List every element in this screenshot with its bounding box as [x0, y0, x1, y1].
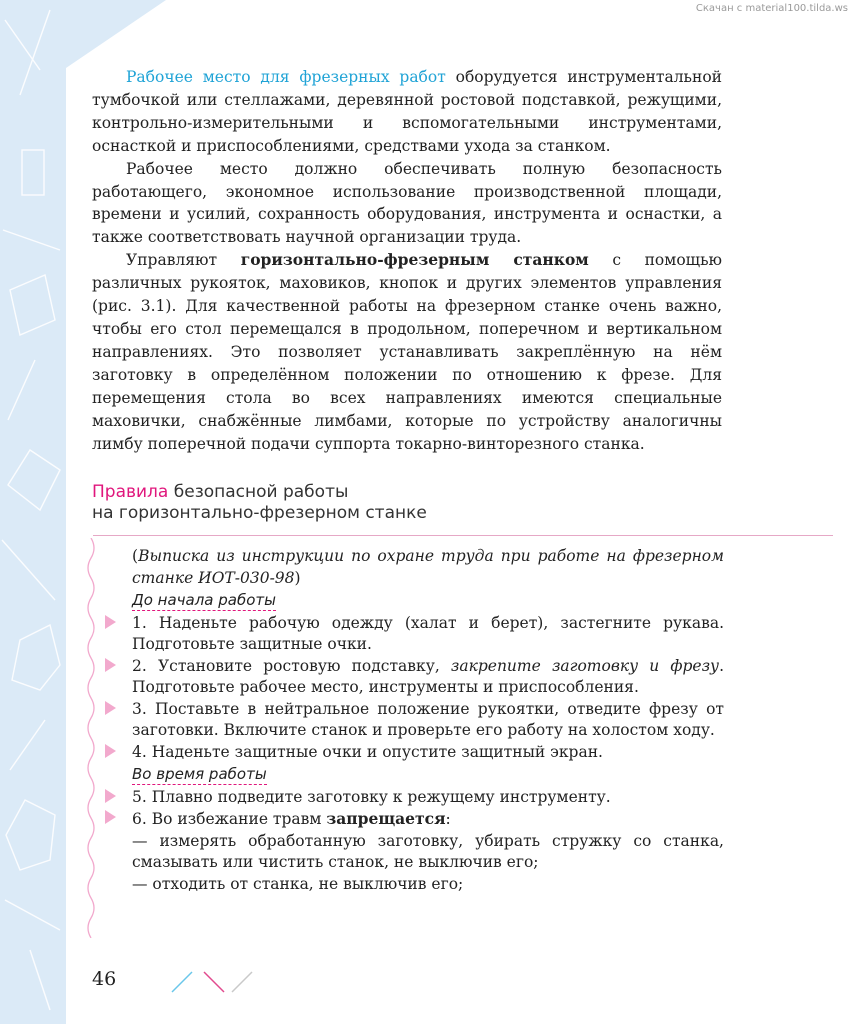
wavy-border-icon [84, 538, 98, 938]
rule-item: 1. Наденьте рабочую одежду (халат и берет), застегните рукава. Подготовьте защитные очки. [132, 613, 724, 656]
section-title-accent: Правила [92, 482, 169, 502]
bullet-arrow-icon [105, 789, 116, 803]
page-number: 46 [92, 968, 117, 990]
bullet-arrow-icon [105, 615, 116, 629]
dash-item: — отходить от станка, не выключив его; [132, 874, 464, 893]
bullet-arrow-icon [105, 744, 116, 758]
safety-rules [132, 546, 724, 895]
term-workplace: Рабочее место для фрезерных работ [126, 68, 446, 86]
rule-item: 2. Установите ростовую подставку, закрепите заготовку и фрезу. Подготовьте рабочее место, инструменты и приспособления. [132, 656, 724, 699]
during-work-heading: Во время работы [132, 765, 267, 783]
decorative-sidebar [0, 0, 66, 1024]
rule-item: 6. Во избежание травм запрещается: [132, 808, 724, 831]
bullet-arrow-icon [105, 658, 116, 672]
paragraph-safety: Рабочее место должно обеспечивать полную безопасность работающего, экономное использование производственной площади, времени и усилий, сохранность оборудования, инструмента и оснастки, а также соответствовать научной организации труда. [92, 159, 722, 247]
section-title: Правила безопасной работы на горизонтально-фрезерном станке [92, 482, 427, 523]
dash-item: — измерять обработанную заготовку, убирать стружку со станка, смазывать или чистить станок, не выключив его; [132, 831, 724, 871]
rule-item: 5. Плавно подведите заготовку к режущему инструменту. [132, 787, 724, 809]
slash-decoration-icon [170, 968, 260, 996]
geometric-pattern-icon [0, 0, 66, 1024]
rules-intro: (Выписка из инструкции по охране труда при работе на фрезерном станке ИОТ-030-98) [132, 547, 724, 587]
bullet-arrow-icon [105, 701, 116, 715]
paragraph-workplace: Рабочее место для фрезерных работ оборудуется инструментальной тумбочкой или стеллажами, деревянной ростовой подставкой, режущими, контрольно-измерительными и вспомогательными инструментами, оснасткой и приспособлениями, средствами ухода за станком. [92, 68, 722, 155]
body-text [92, 66, 722, 455]
before-work-heading: До начала работы [132, 591, 276, 609]
section-divider [93, 535, 833, 536]
term-horizontal-milling: горизонтально-фрезерным станком [240, 250, 589, 270]
corner-decoration [66, 0, 166, 68]
rule-item: 4. Наденьте защитные очки и опустите защитный экран. [132, 742, 724, 764]
watermark: Скачан с material100.tilda.ws [695, 3, 848, 14]
rule-item: 3. Поставьте в нейтральное положение рукоятки, отведите фрезу от заготовки. Включите станок и проверьте его работу на холостом ходу. [132, 699, 724, 742]
paragraph-control: Управляют горизонтально-фрезерным станком с помощью различных рукояток, маховиков, кнопок и других элементов управления (рис. 3.1). Для качественной работы на фрезерном станке очень важно, чтобы его стол перемещался в продольном, поперечном и вертикальном направлениях. Это позволяет устанавливать закреплённую на нём заготовку в определённом положении по отношению к фрезе. Для перемещения стола во всех направлениях имеются специальные маховички, снабжённые лимбами, которые по устройству аналогичны лимбу поперечной подачи суппорта токарно-винторезного станка. [92, 250, 722, 453]
bullet-arrow-icon [105, 810, 116, 824]
